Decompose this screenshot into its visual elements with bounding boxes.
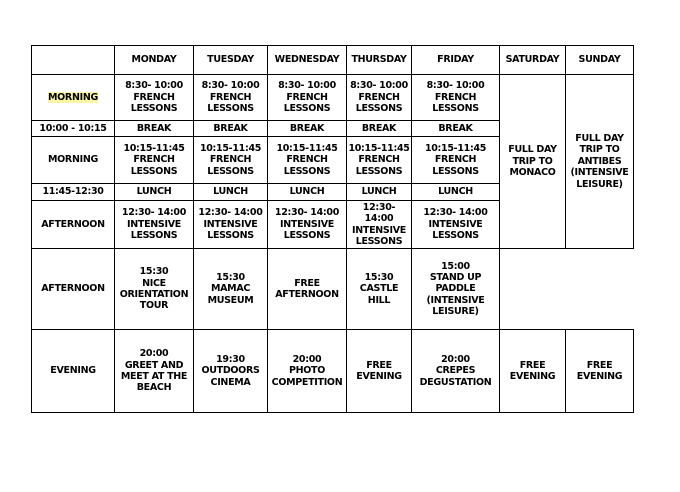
cell-thursday-morning-2: 10:15-11:45 FRENCH LESSONS [347,137,412,184]
cell-tuesday-morning-2: 10:15-11:45 FRENCH LESSONS [194,137,268,184]
cell-monday-break: BREAK [115,121,194,137]
cell-monday-activity: 15:30 NICE ORIENTATION TOUR [115,249,194,330]
cell-wednesday-afternoon: 12:30- 14:00 INTENSIVE LESSONS [268,201,347,249]
cell-thursday-morning: 8:30- 10:00 FRENCH LESSONS [347,75,412,121]
cell-thursday-break: BREAK [347,121,412,137]
cell-sunday-evening: FREE EVENING [566,330,634,413]
cell-wednesday-break: BREAK [268,121,347,137]
cell-thursday-lunch: LUNCH [347,184,412,201]
day-header-saturday: SATURDAY [500,46,566,75]
cell-monday-afternoon: 12:30- 14:00 INTENSIVE LESSONS [115,201,194,249]
cell-thursday-evening: FREE EVENING [347,330,412,413]
cell-wednesday-lunch: LUNCH [268,184,347,201]
corner-cell [32,46,115,75]
day-header-monday: MONDAY [115,46,194,75]
cell-tuesday-morning: 8:30- 10:00 FRENCH LESSONS [194,75,268,121]
cell-wednesday-evening: 20:00 PHOTO COMPETITION [268,330,347,413]
cell-monday-morning: 8:30- 10:00 FRENCH LESSONS [115,75,194,121]
row-label-afternoon: AFTERNOON [32,201,115,249]
cell-friday-afternoon: 12:30- 14:00 INTENSIVE LESSONS [412,201,500,249]
cell-tuesday-activity: 15:30 MAMAC MUSEUM [194,249,268,330]
highlighted-label: MORNING [48,91,98,103]
cell-saturday-full-day: FULL DAY TRIP TO MONACO [500,75,566,249]
row-morning-1 [32,75,634,121]
row-label-break-time: 10:00 - 10:15 [32,121,115,137]
row-label-morning: MORNING [32,137,115,184]
day-header-thursday: THURSDAY [347,46,412,75]
cell-tuesday-afternoon: 12:30- 14:00 INTENSIVE LESSONS [194,201,268,249]
cell-monday-morning-2: 10:15-11:45 FRENCH LESSONS [115,137,194,184]
cell-monday-lunch: LUNCH [115,184,194,201]
day-header-wednesday: WEDNESDAY [268,46,347,75]
cell-friday-activity: 15:00 STAND UP PADDLE (INTENSIVE LEISURE) [412,249,500,330]
cell-wednesday-morning-2: 10:15-11:45 FRENCH LESSONS [268,137,347,184]
day-header-friday: FRIDAY [412,46,500,75]
cell-tuesday-evening: 19:30 OUTDOORS CINEMA [194,330,268,413]
day-header-tuesday: TUESDAY [194,46,268,75]
cell-sunday-full-day: FULL DAY TRIP TO ANTIBES (INTENSIVE LEISURE) [566,75,634,249]
cell-thursday-afternoon: 12:30- 14:00 INTENSIVE LESSONS [347,201,412,249]
cell-saturday-evening: FREE EVENING [500,330,566,413]
row-label-evening: EVENING [32,330,115,413]
header-row [32,46,634,75]
cell-wednesday-activity: FREE AFTERNOON [268,249,347,330]
cell-friday-break: BREAK [412,121,500,137]
cell-friday-evening: 20:00 CREPES DEGUSTATION [412,330,500,413]
cell-tuesday-lunch: LUNCH [194,184,268,201]
cell-friday-morning: 8:30- 10:00 FRENCH LESSONS [412,75,500,121]
cell-friday-lunch: LUNCH [412,184,500,201]
row-afternoon-2 [32,249,634,330]
row-label-morning [32,75,115,121]
weekly-schedule-table [31,45,634,413]
cell-wednesday-morning: 8:30- 10:00 FRENCH LESSONS [268,75,347,121]
cell-thursday-activity: 15:30 CASTLE HILL [347,249,412,330]
cell-monday-evening: 20:00 GREET AND MEET AT THE BEACH [115,330,194,413]
row-evening [32,330,634,413]
row-label-afternoon: AFTERNOON [32,249,115,330]
row-label-lunch-time: 11:45-12:30 [32,184,115,201]
day-header-sunday: SUNDAY [566,46,634,75]
cell-friday-morning-2: 10:15-11:45 FRENCH LESSONS [412,137,500,184]
cell-tuesday-break: BREAK [194,121,268,137]
